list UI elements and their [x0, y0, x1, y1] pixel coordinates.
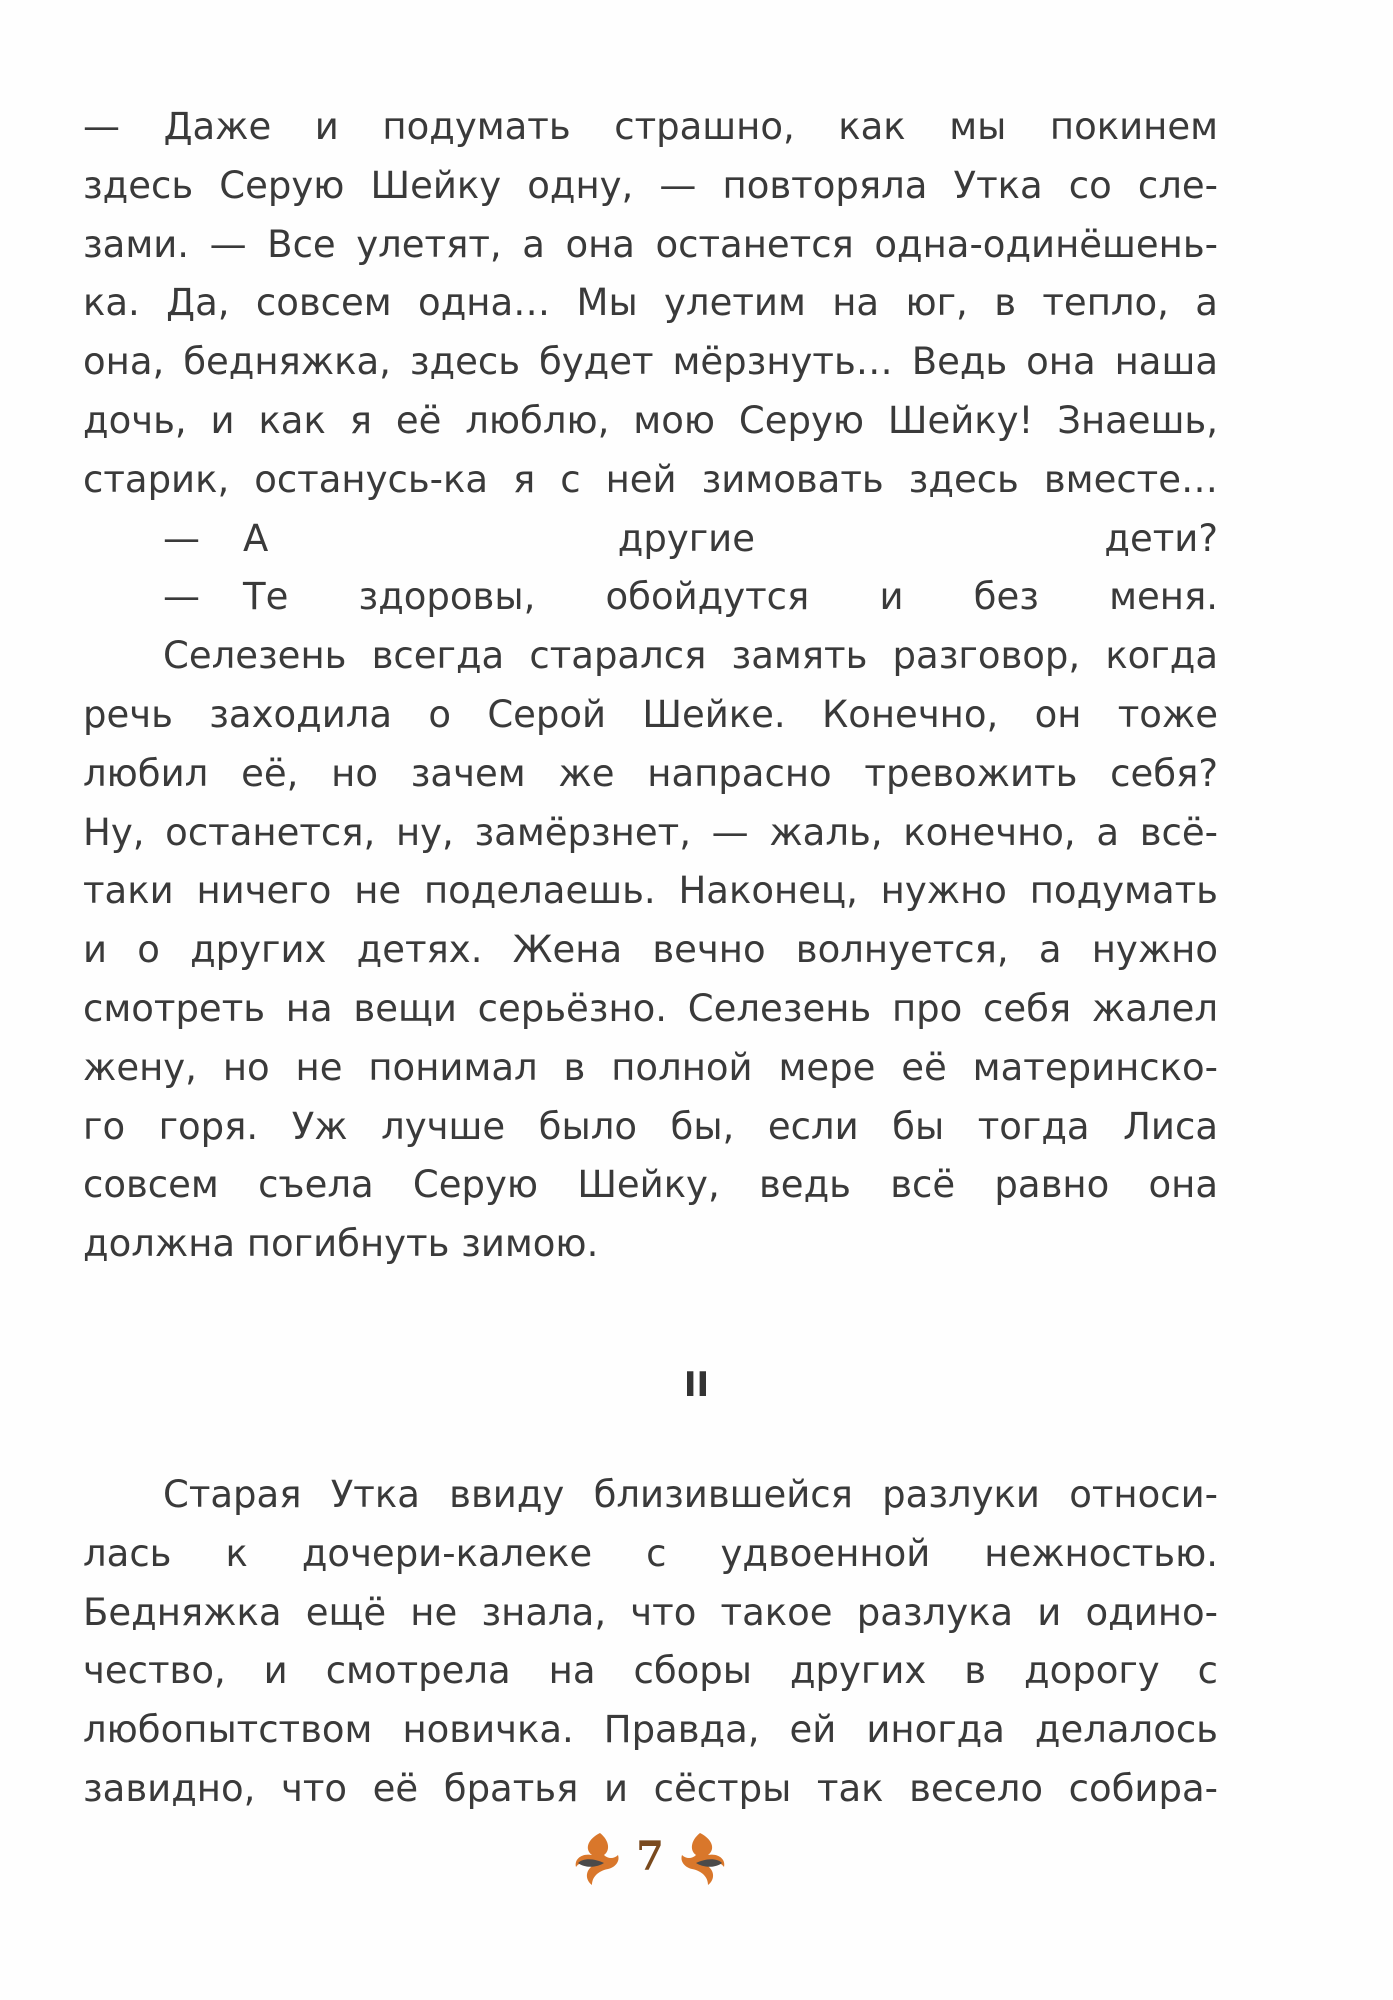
dialogue-line	[83, 510, 1218, 569]
text-line-content: жену, но не понимал в полной мере её материнско-	[83, 1045, 1218, 1089]
text-line	[83, 1156, 1218, 1215]
text-block-top	[83, 98, 1218, 1274]
left-flourish-icon	[570, 1829, 622, 1889]
text-line	[83, 1039, 1218, 1098]
text-line-content: любил её, но зачем же напрасно тревожить себя?	[83, 751, 1218, 795]
text-line-content: она, бедняжка, здесь будет мёрзнуть… Ведь она наша	[83, 340, 1218, 384]
text-line-content: зами. — Все улетят, а она останется одна-одинёшень-	[83, 222, 1218, 266]
text-line-content: Бедняжка ещё не знала, что такое разлука и одино-	[83, 1590, 1218, 1634]
text-block-bottom	[83, 1466, 1218, 1819]
text-line	[83, 1215, 1218, 1274]
text-line	[83, 1466, 1218, 1525]
page-number: 7	[636, 1833, 664, 1880]
text-line	[83, 627, 1218, 686]
text-line-content: Селезень всегда старался замять разговор, когда	[163, 634, 1218, 678]
text-line-content: лась к дочери-калеке с удвоенной нежностью.	[83, 1531, 1218, 1575]
text-line	[83, 1525, 1218, 1584]
text-line	[83, 333, 1218, 392]
text-line-content: таки ничего не поделаешь. Наконец, нужно подумать	[83, 869, 1218, 913]
text-line	[83, 980, 1218, 1039]
text-line	[83, 98, 1218, 157]
text-line-content: должна погибнуть зимою.	[83, 1222, 599, 1266]
text-line	[83, 862, 1218, 921]
dialogue-line	[83, 568, 1218, 627]
text-line	[83, 1760, 1218, 1819]
text-line	[83, 686, 1218, 745]
chapter-heading: II	[683, 1365, 710, 1405]
text-line	[83, 216, 1218, 275]
text-line	[83, 157, 1218, 216]
dialogue-dash: —	[163, 516, 200, 560]
text-line	[83, 1701, 1218, 1760]
text-line	[83, 1642, 1218, 1701]
text-line-content: — Даже и подумать страшно, как мы покинем	[83, 105, 1218, 148]
right-flourish-icon	[678, 1829, 730, 1889]
text-line	[83, 745, 1218, 804]
text-line-content: любопытством новичка. Правда, ей иногда делалось	[83, 1708, 1218, 1752]
text-line-content: смотреть на вещи серьёзно. Селезень про себя жалел	[83, 986, 1218, 1030]
text-line-content: и о других детях. Жена вечно волнуется, а нужно	[83, 928, 1218, 972]
text-line	[83, 274, 1218, 333]
page-footer	[570, 1825, 730, 1895]
text-line-content: ка. Да, совсем одна… Мы улетим на юг, в тепло, а	[83, 281, 1218, 325]
text-line	[83, 921, 1218, 980]
dialogue-dash: —	[163, 575, 200, 619]
text-line-content: совсем съела Серую Шейку, ведь всё равно она	[83, 1163, 1218, 1207]
text-line-content: речь заходила о Серой Шейке. Конечно, он тоже	[83, 692, 1218, 736]
text-line-content: завидно, что её братья и сёстры так весело собира-	[83, 1766, 1218, 1810]
dialogue-text: А другие дети?	[243, 516, 1218, 560]
text-line	[83, 392, 1218, 451]
text-line-content: старик, останусь-ка я с ней зимовать здесь вместе…	[83, 457, 1218, 501]
text-line-content: Старая Утка ввиду близившейся разлуки относи-	[163, 1473, 1218, 1516]
text-line	[83, 451, 1218, 510]
text-line-content: здесь Серую Шейку одну, — повторяла Утка со сле-	[83, 163, 1218, 207]
dialogue-text: Те здоровы, обойдутся и без меня.	[243, 575, 1218, 619]
text-line-content: чество, и смотрела на сборы других в дорогу с	[83, 1649, 1218, 1693]
text-line-content: Ну, останется, ну, замёрзнет, — жаль, конечно, а всё-	[83, 810, 1218, 854]
text-line	[83, 1098, 1218, 1157]
text-line	[83, 1584, 1218, 1643]
text-line	[83, 804, 1218, 863]
text-line-content: го горя. Уж лучше было бы, если бы тогда Лиса	[83, 1104, 1218, 1148]
text-line-content: дочь, и как я её люблю, мою Серую Шейку! Знаешь,	[83, 398, 1218, 442]
